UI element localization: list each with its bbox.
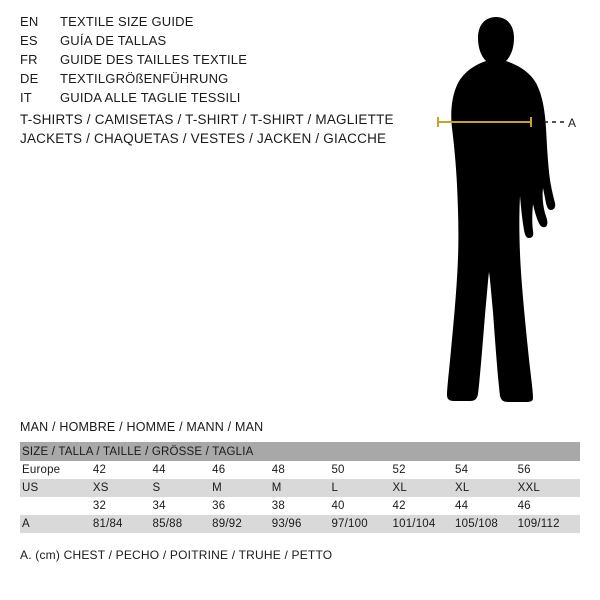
language-code: DE [20,71,39,86]
language-row [20,14,380,33]
category-line-jackets: JACKETS / CHAQUETAS / VESTES / JACKEN / GIACCHE [20,131,387,146]
language-row [20,52,380,71]
cell-value: 85/88 [153,515,213,533]
language-header-block [20,14,380,109]
cell-value: 93/96 [272,515,332,533]
category-line-tshirts: T-SHIRTS / CAMISETAS / T-SHIRT / T-SHIRT / MAGLIETTE [20,112,394,127]
body-figure [400,10,600,410]
man-silhouette-icon [400,10,600,410]
cell-value: 81/84 [93,515,153,533]
cell-value: 46 [212,461,272,479]
cell-value: XL [393,479,456,497]
cell-value: XL [455,479,518,497]
cell-value: 34 [153,497,213,515]
cell-value: 42 [93,461,153,479]
table-header-row [20,442,580,461]
row-label [20,497,93,515]
row-label: Europe [20,461,93,479]
language-row [20,71,380,90]
cell-value: 50 [331,461,392,479]
language-code: EN [20,14,39,29]
language-title: TEXTILGRÖßENFÜHRUNG [60,71,229,86]
language-row [20,33,380,52]
cell-value: 36 [212,497,272,515]
table-row [20,479,580,497]
cell-value: 89/92 [212,515,272,533]
cell-value: S [153,479,213,497]
table-title: MAN / HOMBRE / HOMME / MANN / MAN [20,420,264,434]
cell-value: XS [93,479,153,497]
row-label: A [20,515,93,533]
category-block [20,110,440,148]
cell-value: 44 [455,497,518,515]
table-row [20,497,580,515]
cell-value: 38 [272,497,332,515]
cell-value: 56 [518,461,580,479]
cell-value: 109/112 [518,515,580,533]
cell-value: 32 [93,497,153,515]
cell-value: XXL [518,479,580,497]
language-title: TEXTILE SIZE GUIDE [60,14,194,29]
footnote: A. (cm) CHEST / PECHO / POITRINE / TRUHE / PETTO [20,548,333,562]
language-title: GUIDA ALLE TAGLIE TESSILI [60,90,241,105]
cell-value: 52 [393,461,456,479]
cell-value: 40 [331,497,392,515]
cell-value: 105/108 [455,515,518,533]
cell-value: 54 [455,461,518,479]
cell-value: M [212,479,272,497]
row-label: US [20,479,93,497]
language-code: IT [20,90,32,105]
cell-value: 42 [393,497,456,515]
table-row [20,461,580,479]
language-title: GUÍA DE TALLAS [60,33,167,48]
cell-value: 46 [518,497,580,515]
cell-value: 48 [272,461,332,479]
chest-measure-label: A [568,116,577,130]
cell-value: 97/100 [331,515,392,533]
language-row [20,90,380,109]
table-row [20,515,580,533]
language-title: GUIDE DES TAILLES TEXTILE [60,52,248,67]
table-header-label: SIZE / TALLA / TAILLE / GRÖSSE / TAGLIA [20,442,580,461]
cell-value: 101/104 [393,515,456,533]
language-code: ES [20,33,38,48]
size-table [20,442,580,533]
language-code: FR [20,52,38,67]
cell-value: L [331,479,392,497]
cell-value: M [272,479,332,497]
cell-value: 44 [153,461,213,479]
